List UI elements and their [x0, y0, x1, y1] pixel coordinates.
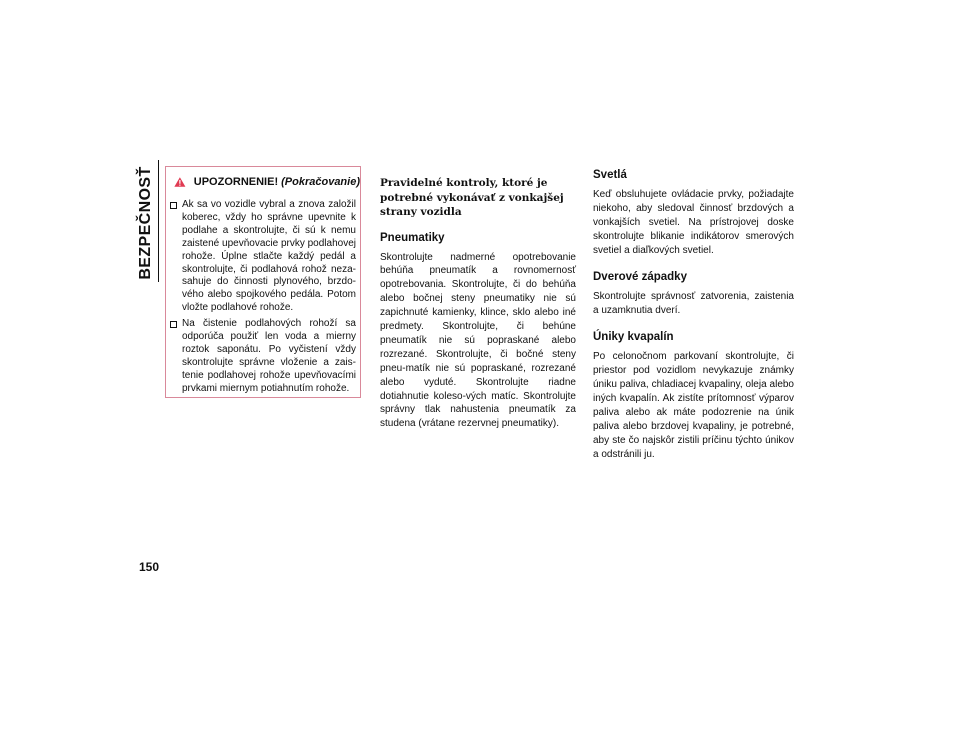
warning-item-text: Ak sa vo vozidle vybral a znova založil koberec, vždy ho správne upevnite k podlahe a skontrolujte, či sú k nemu zaistené upevňovacie prvky podlahovej rohože. Úplne stlačte každý pedál a skontrolujte, či podlahová rohož neza-sahuje do činnosti plynového, brzdo-vého alebo spojkového pedála. Potom vložte podlahové rohože. [182, 199, 356, 314]
side-rule-divider [158, 160, 159, 282]
subsection-heading-lights: Svetlá [593, 169, 627, 181]
fluid-leaks-paragraph: Po celonočnom parkovaní skontrolujte, či priestor pod vozidlom nevykazuje známky úniku paliva, chladiacej kvapaliny, oleja alebo iných kvapalín. Ak zistíte prítomnosť výparov paliva alebo ak máte podozrenie na únik paliva alebo brzdovej kvapaliny, je potrebné, aby ste čo najskôr zistili príčinu týchto únikov a odstránili ju. [593, 351, 794, 460]
section-side-label [134, 168, 158, 278]
warning-item-text: Na čistenie podlahových rohoží sa odporúča použiť len voda a mierny roztok saponátu. Po vyčistení vždy skontrolujte správne vloženie a zais-tenie podlahovej rohože upevňovacími prvkami miernym potiahnutím rohože. [182, 318, 356, 394]
warning-header [174, 173, 360, 191]
middle-column [380, 176, 576, 431]
warning-title: UPOZORNENIE! [193, 176, 279, 188]
right-column [593, 168, 794, 462]
warning-continuation: (Pokračovanie) [281, 176, 360, 188]
checkbox-bullet-icon [170, 202, 177, 209]
tires-paragraph: Skontrolujte nadmerné opotrebovanie behúňa pneumatík a rovnomernosť opotrebovania. Skontrolujte, či do behúňa alebo bočnej steny pneumatiky nie sú zapichnuté kamienky, klince, sklo alebo iné predmety. Skontrolujte, či behúne pneumatík nie sú popraskané alebo rozrezané. Skontrolujte, či bočné steny pneu-matík nie sú popraskané, rozrezané alebo vyduté. Skontrolujte riadne dotiahnutie koleso-vých matíc. Skontrolujte správny tlak nahustenia pneumatík za studena (vrátane rezervnej pneumatiky). [380, 251, 576, 430]
warning-item [170, 199, 356, 315]
subsection-heading-fluid-leaks: Úniky kvapalín [593, 331, 674, 343]
warning-list [170, 199, 356, 399]
lights-paragraph: Keď obsluhujete ovládacie prvky, požiadajte niekoho, aby sledoval činnosť brzdových a vonkajších svetiel. Na prístrojovej doske skontrolujte blikanie indikátorov smerových svetiel a diaľkových svetiel. [593, 189, 794, 256]
subsection-heading-tires: Pneumatiky [380, 231, 445, 244]
section-side-label-text: BEZPEČNOSŤ [137, 166, 154, 280]
subsection-heading-door-latches: Dverové západky [593, 271, 687, 283]
section-heading: Pravidelné kontroly, ktoré je potrebné vykonávať z vonkajšej strany vozidla [380, 177, 564, 218]
door-latches-paragraph: Skontrolujte správnosť zatvorenia, zaistenia a uzamknutia dverí. [593, 291, 794, 316]
warning-triangle-icon [174, 175, 186, 189]
warning-item [170, 318, 356, 395]
checkbox-bullet-icon [170, 321, 177, 328]
page-number: 150 [139, 560, 160, 574]
warning-box [165, 166, 361, 398]
